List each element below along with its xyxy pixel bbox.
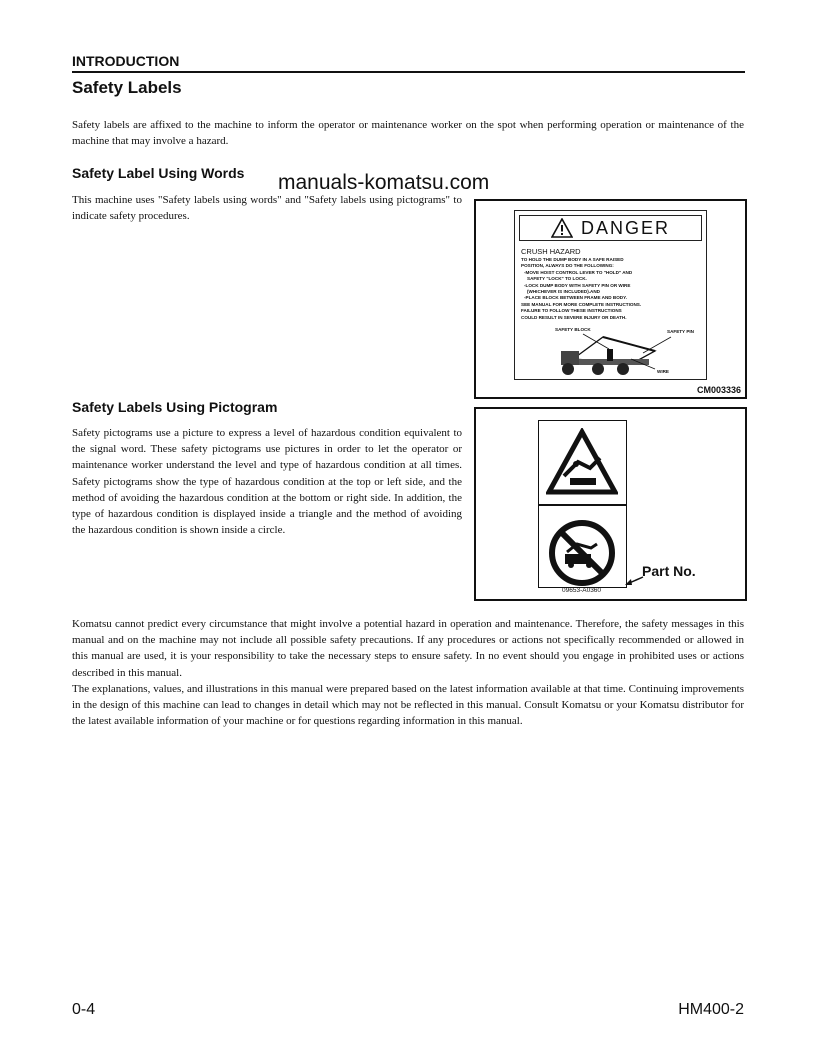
instruction-line: FAILURE TO FOLLOW THESE INSTRUCTIONS xyxy=(521,308,622,314)
page-title: Safety Labels xyxy=(72,78,182,97)
pictogram-label-figure xyxy=(474,407,747,601)
watermark: manuals-komatsu.com xyxy=(278,171,490,194)
hazard-title: CRUSH HAZARD xyxy=(521,247,581,256)
pictogram-decal xyxy=(538,420,627,588)
closing-paragraph-1: Komatsu cannot predict every circumstance that might involve a potential hazard in operation and maintenance. Therefore, the safety messages in this manual and on the machine may not include all possible safety precautions. If any procedures or actions not specifically recommended or allowed in this manual are used, it is your responsibility to take the necessary steps to ensure safety. In no event should you engage in prohibited uses or actions described in this manual. xyxy=(72,618,744,679)
hazard-instructions xyxy=(521,257,701,321)
danger-signal-word: DANGER xyxy=(580,217,670,238)
closing-paragraph-2: The explanations, values, and illustrations in this manual were prepared based on the latest information available at that time. Continuing improvements in the design of this machine can lead to changes in detail which may not be reflected in this manual. Consult Komatsu or your Komatsu distributor for the latest available information of your machine or for questions regarding information in this manual. xyxy=(72,683,744,728)
danger-label-figure xyxy=(474,199,747,399)
danger-header xyxy=(519,215,702,241)
callout-wire: WIRE xyxy=(657,369,669,374)
danger-decal xyxy=(514,210,707,380)
instruction-line: POSITION, ALWAYS DO THE FOLLOWING: xyxy=(521,263,614,269)
dump-truck-illustration xyxy=(543,329,693,379)
instruction-line: (WHICHEVER IS INCLUDED).AND xyxy=(527,289,600,295)
instruction-line: -MOVE HOIST CONTROL LEVER TO "HOLD" AND xyxy=(524,269,633,275)
pictogram-paragraph: Safety pictograms use a picture to express a level of hazardous condition equivalent to the signal word. These safety pictograms use pictures in order to let the operator or maintenance worker understand the level and type of hazardous condition at all times. Safety pictograms show the type of hazardous condition at the top or left side, and the method of avoiding the hazardous condition at the bottom or right side. In addition, the type of hazardous condition is displayed inside a triangle and the method of avoiding the hazardous condition is shown inside a circle. xyxy=(72,427,462,537)
header-rule xyxy=(72,71,745,73)
crush-hazard-triangle-icon xyxy=(546,428,618,498)
model-number: HM400-2 xyxy=(678,1001,744,1018)
instruction-line: -LOCK DUMP BODY WITH SAFETY PIN OR WIRE xyxy=(524,282,631,288)
prohibition-circle-icon xyxy=(547,518,617,588)
instruction-line: SAFETY "LOCK" TO LOCK. xyxy=(527,276,587,282)
callout-safety-block: SAFETY BLOCK xyxy=(555,327,591,332)
page-number: 0-4 xyxy=(72,1001,96,1018)
pictogram-heading: Safety Labels Using Pictogram xyxy=(72,399,278,415)
instruction-line: -PLACE BLOCK BETWEEN FRAME AND BODY. xyxy=(524,295,627,301)
part-no-label: Part No. xyxy=(642,563,696,579)
warning-triangle-icon xyxy=(551,218,573,238)
instruction-line: SEE MANUAL FOR MORE COMPLETE INSTRUCTIONS. xyxy=(521,301,642,307)
words-paragraph: This machine uses "Safety labels using words" and "Safety labels using pictograms" to indicate safety procedures. xyxy=(72,194,462,223)
figure-code: CM003336 xyxy=(696,385,741,395)
callout-safety-pin: SAFETY PIN xyxy=(667,329,694,334)
instruction-line: COULD RESULT IN SEVERE INJURY OR DEATH. xyxy=(521,314,627,320)
instruction-line: TO HOLD THE DUMP BODY IN A SAFE RAISED xyxy=(521,257,624,262)
section-label: INTRODUCTION xyxy=(72,53,180,69)
decal-divider xyxy=(539,504,626,506)
words-heading: Safety Label Using Words xyxy=(72,165,245,181)
intro-paragraph: Safety labels are affixed to the machine to inform the operator or maintenance worker on the spot when performing operation or maintenance of the machine that may involve a hazard. xyxy=(72,119,744,148)
part-number: 09653-A0360 xyxy=(562,587,602,594)
